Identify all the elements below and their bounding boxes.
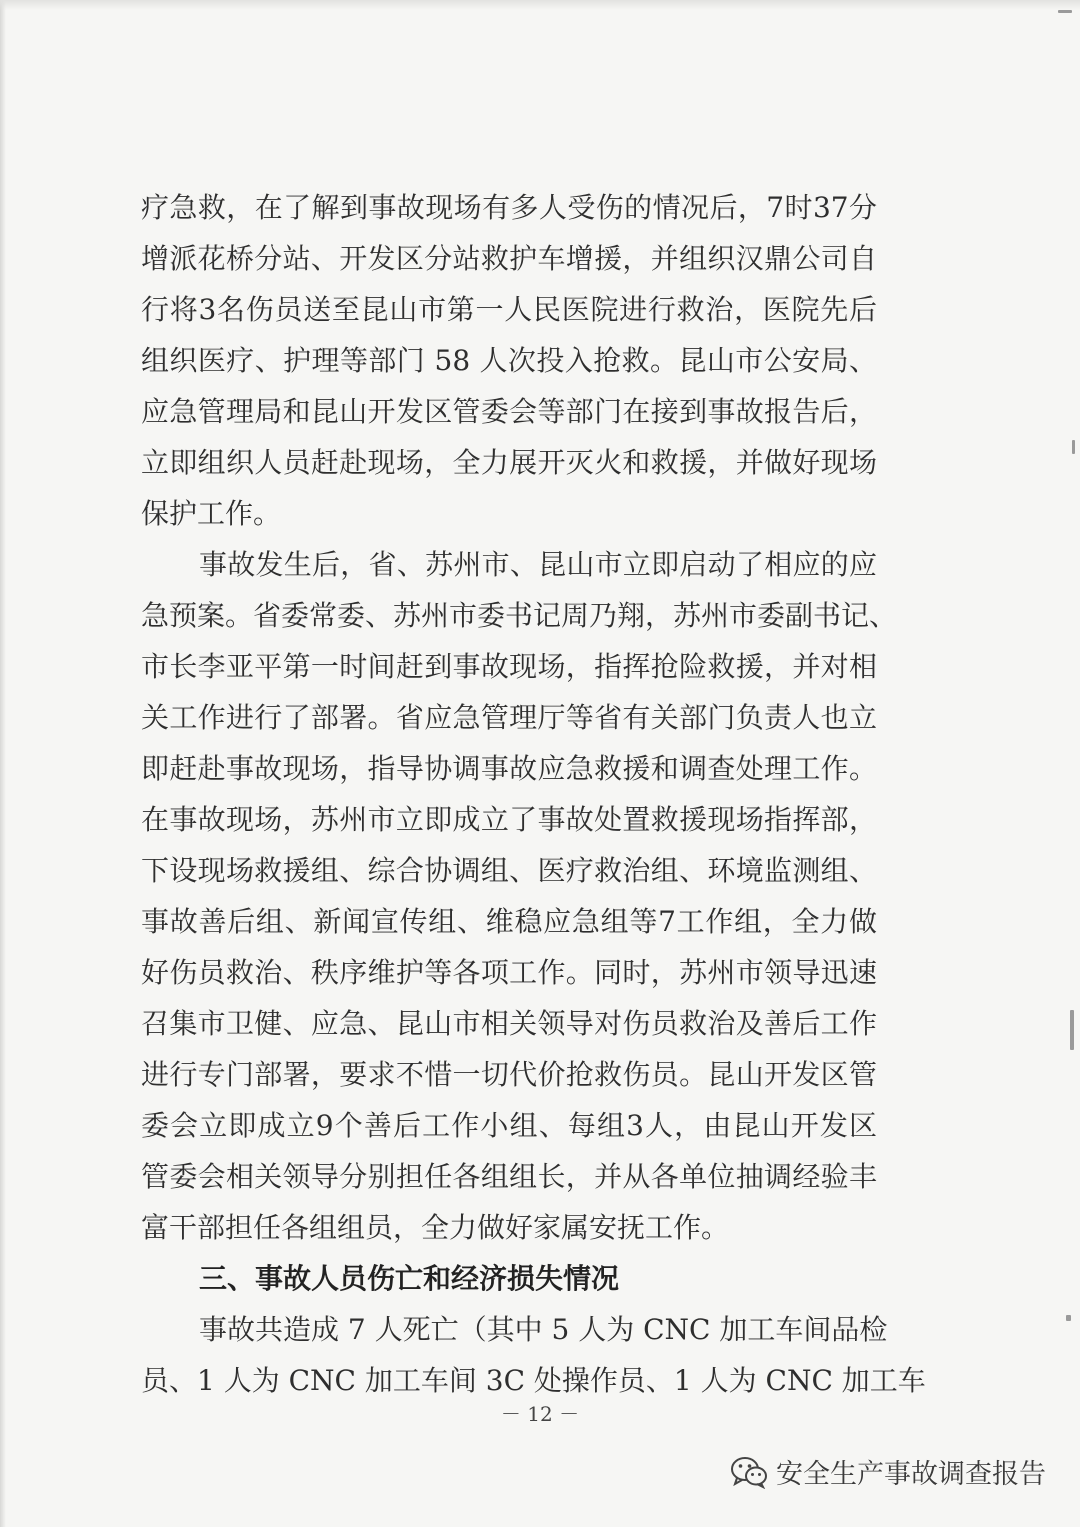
scan-shadow-left (0, 0, 6, 1527)
text-line: 进行专门部署，要求不惜一切代价抢救伤员。昆山开发区管 (141, 1058, 877, 1091)
scan-speck (1072, 440, 1075, 454)
text-line: 疗急救，在了解到事故现场有多人受伤的情况后，7时37分 (141, 191, 877, 224)
scan-speck (1066, 1315, 1071, 1321)
text-line: 员、1 人为 CNC 加工车间 3C 处操作员、1 人为 CNC 加工车 (141, 1364, 926, 1397)
text-line: 急预案。省委常委、苏州市委书记周乃翔，苏州市委副书记、 (141, 599, 898, 632)
wechat-icon (730, 1455, 768, 1489)
text-line: 应急管理局和昆山开发区管委会等部门在接到事故报告后， (141, 395, 877, 428)
text-line: 事故共造成 7 人死亡（其中 5 人为 CNC 加工车间品检 (199, 1313, 888, 1346)
text-line: 富干部担任各组组员，全力做好家属安抚工作。 (141, 1211, 730, 1244)
text-line: 事故发生后，省、苏州市、昆山市立即启动了相应的应 (199, 548, 877, 581)
section-heading: 三、事故人员伤亡和经济损失情况 (199, 1262, 620, 1295)
text-line: 增派花桥分站、开发区分站救护车增援，并组织汉鼎公司自 (141, 242, 877, 275)
text-line: 市长李亚平第一时间赶到事故现场，指挥抢险救援，并对相 (141, 650, 877, 683)
text-line: 好伤员救治、秩序维护等各项工作。同时，苏州市领导迅速 (141, 956, 877, 989)
watermark (730, 1452, 1046, 1491)
body-text (141, 182, 926, 1406)
scan-shadow-top (0, 0, 1080, 10)
scan-speck (1058, 10, 1072, 13)
text-line: 组织医疗、护理等部门 58 人次投入抢救。昆山市公安局、 (141, 344, 877, 377)
watermark-text: 安全生产事故调查报告 (776, 1459, 1046, 1490)
text-line: 管委会相关领导分别担任各组组长，并从各单位抽调经验丰 (141, 1160, 877, 1193)
scan-speck (1070, 1010, 1074, 1050)
text-line: 行将3名伤员送至昆山市第一人民医院进行救治，医院先后 (141, 293, 877, 326)
text-line: 召集市卫健、应急、昆山市相关领导对伤员救治及善后工作 (141, 1007, 877, 1040)
text-line: 立即组织人员赶赴现场，全力展开灭火和救援，并做好现场 (141, 446, 877, 479)
page-number: － 12 － (500, 1402, 580, 1426)
text-line: 即赶赴事故现场，指导协调事故应急救援和调查处理工作。 (141, 752, 877, 785)
text-line: 事故善后组、新闻宣传组、维稳应急组等7工作组，全力做 (141, 905, 877, 938)
text-line: 委会立即成立9个善后工作小组、每组3人，由昆山开发区 (141, 1109, 877, 1142)
text-line: 关工作进行了部署。省应急管理厅等省有关部门负责人也立 (141, 701, 877, 734)
text-line: 在事故现场，苏州市立即成立了事故处置救援现场指挥部， (141, 803, 877, 836)
text-line: 下设现场救援组、综合协调组、医疗救治组、环境监测组、 (141, 854, 877, 887)
text-line: 保护工作。 (141, 497, 282, 530)
